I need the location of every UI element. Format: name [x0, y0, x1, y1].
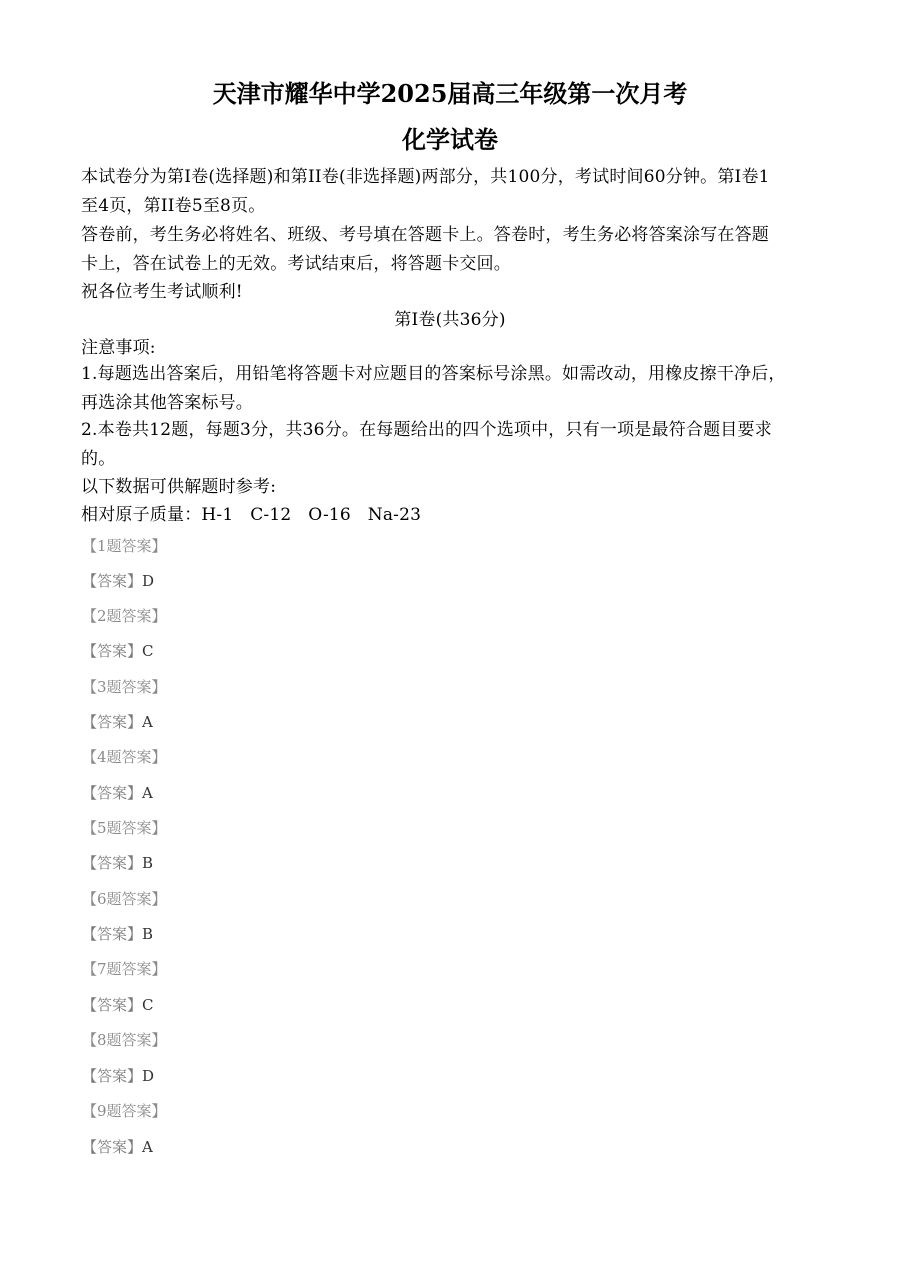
atomic-mass-text: 相对原子质量：H-1 C-12 O-16 Na-23: [81, 505, 422, 525]
answer-value: B: [142, 925, 154, 943]
answer-label-3: 【3题答案】: [82, 678, 167, 696]
answer-label-5: 【5题答案】: [82, 819, 167, 837]
answer-prefix: 【答案】: [82, 572, 143, 590]
intro-line-5: 祝各位考生考试顺利!: [81, 282, 243, 302]
reference-heading: 以下数据可供解题时参考:: [81, 477, 277, 497]
answer-value: A: [142, 784, 153, 802]
intro-line-3: 答卷前，考生务必将姓名、班级、考号填在答题卡上。答卷时，考生务必将答案涂写在答题: [81, 225, 769, 245]
answer-row-4: [82, 782, 153, 804]
answer-prefix: 【答案】: [82, 642, 143, 660]
answer-label-6: 【6题答案】: [82, 890, 167, 908]
answer-row-5: [82, 852, 153, 874]
intro-line-4: 卡上，答在试卷上的无效。考试结束后，将答题卡交回。: [81, 254, 511, 274]
answer-label-7: 【7题答案】: [82, 960, 167, 978]
intro-line-1: 本试卷分为第I卷(选择题)和第II卷(非选择题)两部分，共100分，考试时间60分钟。第I卷1: [81, 167, 770, 187]
note-1-line-2: 再选涂其他答案标号。: [81, 393, 253, 413]
answer-label-1: 【1题答案】: [82, 537, 167, 555]
answer-value: D: [142, 572, 155, 590]
answer-row-7: [82, 994, 154, 1016]
intro-line-2: 至4页，第II卷5至8页。: [81, 196, 266, 216]
answer-row-6: [82, 923, 153, 945]
answer-row-9: [82, 1136, 153, 1158]
answer-row-3: [82, 711, 153, 733]
note-2-line-2: 的。: [81, 449, 116, 469]
answer-prefix: 【答案】: [82, 1067, 143, 1085]
answer-prefix: 【答案】: [82, 784, 143, 802]
exam-subtitle: 化学试卷: [402, 125, 498, 154]
answer-label-9: 【9题答案】: [82, 1102, 167, 1120]
answer-prefix: 【答案】: [82, 925, 143, 943]
note-2-line-1: 2.本卷共12题，每题3分，共36分。在每题给出的四个选项中，只有一项是最符合题目要求: [81, 420, 772, 440]
answer-row-2: [82, 640, 154, 662]
answer-value: C: [142, 642, 154, 660]
answer-value: C: [142, 996, 154, 1014]
answer-value: A: [142, 1138, 153, 1156]
exam-title: 天津市耀华中学2025届高三年级第一次月考: [212, 79, 688, 108]
answer-value: D: [142, 1067, 155, 1085]
notes-heading: 注意事项:: [81, 338, 156, 358]
answer-prefix: 【答案】: [82, 996, 143, 1014]
answer-label-8: 【8题答案】: [82, 1031, 167, 1049]
answer-label-2: 【2题答案】: [82, 607, 167, 625]
answer-row-1: [82, 570, 154, 592]
note-1-line-1: 1.每题选出答案后，用铅笔将答题卡对应题目的答案标号涂黑。如需改动，用橡皮擦干净后，: [81, 364, 786, 384]
answer-label-4: 【4题答案】: [82, 748, 167, 766]
section-title: 第I卷(共36分): [394, 310, 506, 330]
answer-value: A: [142, 713, 153, 731]
answer-prefix: 【答案】: [82, 1138, 143, 1156]
answer-value: B: [142, 854, 154, 872]
answer-prefix: 【答案】: [82, 713, 143, 731]
atomic-mass-line: [81, 503, 821, 527]
answer-row-8: [82, 1065, 154, 1087]
answer-prefix: 【答案】: [82, 854, 143, 872]
